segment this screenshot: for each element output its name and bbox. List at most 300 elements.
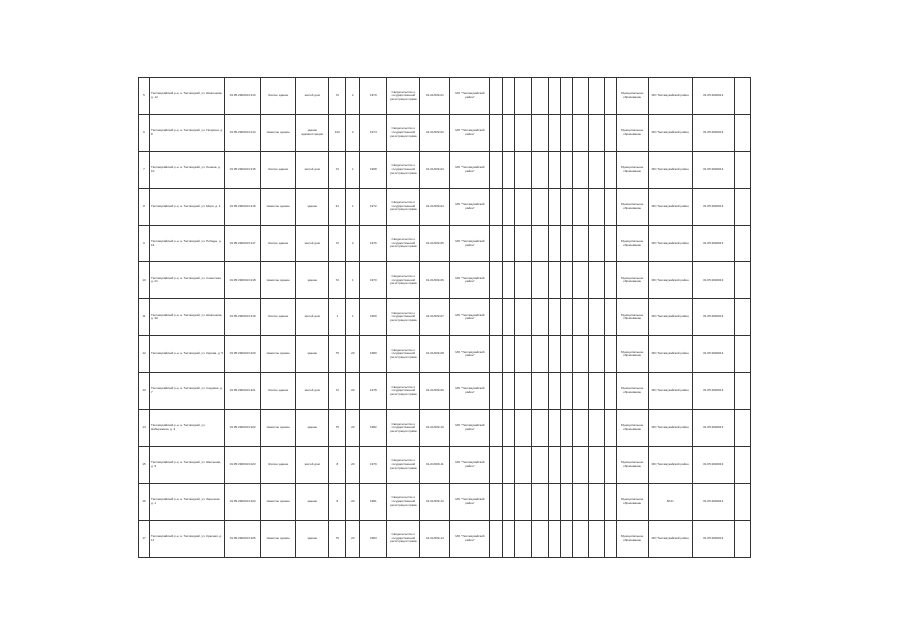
empty-cell: [604, 151, 616, 188]
table-row: [139, 336, 751, 373]
empty-cell: [588, 520, 604, 557]
cell-address: Тахтамукайский р-н, а. Тахтамукай, ул. Шовгенова, д. 12: [150, 78, 225, 115]
cell-cadastral: 01:05:2900013:221: [225, 373, 261, 410]
cell-lessee: МЧС: [648, 483, 692, 520]
cell-name: здание: [296, 188, 329, 225]
empty-cell: [588, 114, 604, 151]
cell-floors: 20: [346, 410, 360, 447]
cell-name: здание: [296, 262, 329, 299]
empty-cell: [604, 446, 616, 483]
table-row: [139, 299, 751, 336]
cell-doc: 01:05:2900013: [692, 225, 734, 262]
cell-area: 8: [329, 483, 346, 520]
cell-reg_no: 01-01/009-09: [420, 373, 450, 410]
cell-year: 1978: [360, 373, 387, 410]
cell-lessor: Муниципальное образование: [616, 262, 648, 299]
empty-cell: [548, 78, 560, 115]
cell-lessee: МО Тахтамукайский район: [648, 114, 692, 151]
cell-floors: 1: [346, 151, 360, 188]
empty-cell: [531, 299, 548, 336]
cell-floors: 20: [346, 336, 360, 373]
empty-cell: [502, 373, 514, 410]
empty-cell: [548, 188, 560, 225]
empty-cell: [531, 446, 548, 483]
empty-cell: [560, 188, 572, 225]
empty-cell: [490, 520, 502, 557]
cell-n: 14: [139, 410, 150, 447]
empty-cell: [531, 262, 548, 299]
table-row: [139, 188, 751, 225]
empty-cell: [734, 225, 750, 262]
cell-floors: 1: [346, 262, 360, 299]
cell-lessee: МО Тахтамукайский район: [648, 151, 692, 188]
cell-address: Тахтамукайский р-н, а. Тахтамукай, ул. Шовгенова, д. 30: [150, 299, 225, 336]
cell-name: здание: [296, 336, 329, 373]
cell-cadastral: 01:05:2900013:223: [225, 446, 261, 483]
cell-year: 1979: [360, 446, 387, 483]
cell-name: здание: [296, 410, 329, 447]
empty-cell: [490, 188, 502, 225]
cell-owner: МО "Тахтамукайский район": [450, 114, 490, 151]
empty-cell: [490, 262, 502, 299]
cell-name: жилой дом: [296, 225, 329, 262]
cell-doc: 01:05:2900013: [692, 446, 734, 483]
empty-cell: [548, 336, 560, 373]
cell-lessee: МО Тахтамукайский район: [648, 520, 692, 557]
table-row: [139, 78, 751, 115]
cell-lessee: МО Тахтамукайский район: [648, 262, 692, 299]
cell-year: 1976: [360, 225, 387, 262]
empty-cell: [734, 188, 750, 225]
cell-lessor: Муниципальное образование: [616, 446, 648, 483]
cell-lessor: Муниципальное образование: [616, 299, 648, 336]
empty-cell: [514, 520, 531, 557]
cell-reg_no: 01-01/009-07: [420, 299, 450, 336]
cell-year: 1969: [360, 299, 387, 336]
empty-cell: [490, 78, 502, 115]
cell-owner: МО "Тахтамукайский район": [450, 410, 490, 447]
cell-cadastral: 01:05:2900013:225: [225, 520, 261, 557]
empty-cell: [572, 151, 588, 188]
empty-cell: [560, 446, 572, 483]
cell-owner: МО "Тахтамукайский район": [450, 262, 490, 299]
cell-cadastral: 01:05:2900013:214: [225, 114, 261, 151]
empty-cell: [514, 483, 531, 520]
empty-cell: [588, 262, 604, 299]
table-row: [139, 373, 751, 410]
cell-address: Тахтамукайский р-н, а. Тахтамукай, ул. Победы, д. 16: [150, 225, 225, 262]
cell-doc: 01:05:2900013: [692, 483, 734, 520]
cell-lessor: Муниципальное образование: [616, 188, 648, 225]
empty-cell: [604, 373, 616, 410]
empty-cell: [572, 483, 588, 520]
empty-cell: [490, 225, 502, 262]
cell-doc: 01:05:2900013: [692, 114, 734, 151]
cell-area: 72: [329, 225, 346, 262]
cell-purpose: Нежилое здание: [261, 483, 296, 520]
cell-owner: МО "Тахтамукайский район": [450, 225, 490, 262]
empty-cell: [734, 336, 750, 373]
cell-owner_basis: Свидетельство о государственной регистрации права: [387, 262, 420, 299]
empty-cell: [572, 373, 588, 410]
cell-cadastral: 01:05:2900013:218: [225, 262, 261, 299]
cell-lessee: МО Тахтамукайский район: [648, 336, 692, 373]
cell-name: жилой дом: [296, 299, 329, 336]
cell-lessee: МО Тахтамукайский район: [648, 410, 692, 447]
cell-name: жилой дом: [296, 373, 329, 410]
empty-cell: [531, 410, 548, 447]
cell-n: 11: [139, 299, 150, 336]
empty-cell: [490, 410, 502, 447]
cell-year: 1972: [360, 188, 387, 225]
empty-cell: [531, 520, 548, 557]
cell-year: 1970: [360, 262, 387, 299]
cell-doc: 01:05:2900013: [692, 336, 734, 373]
table-row: [139, 520, 751, 557]
cell-owner: МО "Тахтамукайский район": [450, 151, 490, 188]
cell-reg_no: 01-01/009-10: [420, 410, 450, 447]
empty-cell: [514, 225, 531, 262]
cell-year: 1982: [360, 410, 387, 447]
cell-reg_no: 01-01/009-12: [420, 483, 450, 520]
cell-reg_no: 01-01/009-08: [420, 336, 450, 373]
empty-cell: [560, 520, 572, 557]
empty-cell: [604, 188, 616, 225]
cell-address: Тахтамукайский р-н, а. Тахтамукай, ул. Советская, д. 21: [150, 262, 225, 299]
cell-lessee: МО Тахтамукайский район: [648, 225, 692, 262]
empty-cell: [560, 373, 572, 410]
empty-cell: [502, 188, 514, 225]
empty-cell: [490, 151, 502, 188]
cell-lessor: Муниципальное образование: [616, 151, 648, 188]
registry-body: [139, 78, 751, 558]
cell-reg_no: 01-01/009-06: [420, 262, 450, 299]
cell-owner: МО "Тахтамукайский район": [450, 373, 490, 410]
cell-address: Тахтамукайский р-н, а. Тахтамукай, ул. Заречная, д. 1: [150, 483, 225, 520]
cell-owner_basis: Свидетельство о государственной регистрации права: [387, 188, 420, 225]
cell-address: Тахтамукайский р-н, а. Тахтамукай, ул. Садовая, д. 7: [150, 373, 225, 410]
empty-cell: [588, 410, 604, 447]
cell-owner_basis: Свидетельство о государственной регистрации права: [387, 446, 420, 483]
empty-cell: [514, 262, 531, 299]
cell-cadastral: 01:05:2900013:220: [225, 336, 261, 373]
cell-n: 7: [139, 151, 150, 188]
cell-doc: 01:05:2900013: [692, 299, 734, 336]
cell-name: жилой дом: [296, 78, 329, 115]
empty-cell: [604, 225, 616, 262]
cell-n: 9: [139, 225, 150, 262]
cell-owner: МО "Тахтамукайский район": [450, 78, 490, 115]
cell-owner: МО "Тахтамукайский район": [450, 299, 490, 336]
empty-cell: [734, 78, 750, 115]
cell-owner_basis: Свидетельство о государственной регистрации права: [387, 114, 420, 151]
cell-owner_basis: Свидетельство о государственной регистрации права: [387, 373, 420, 410]
empty-cell: [604, 114, 616, 151]
cell-area: 31: [329, 188, 346, 225]
cell-lessee: МО Тахтамукайский район: [648, 446, 692, 483]
empty-cell: [514, 151, 531, 188]
cell-purpose: Жилое здание: [261, 225, 296, 262]
cell-name: здание администрации: [296, 114, 329, 151]
cell-owner_basis: Свидетельство о государственной регистрации права: [387, 483, 420, 520]
property-registry-table: [138, 77, 751, 558]
empty-cell: [572, 520, 588, 557]
empty-cell: [734, 114, 750, 151]
empty-cell: [734, 520, 750, 557]
empty-cell: [502, 151, 514, 188]
cell-purpose: Нежилое здание: [261, 520, 296, 557]
cell-lessee: МО Тахтамукайский район: [648, 373, 692, 410]
cell-area: 72: [329, 151, 346, 188]
cell-floors: 1: [346, 188, 360, 225]
table-row: [139, 151, 751, 188]
empty-cell: [588, 483, 604, 520]
empty-cell: [531, 225, 548, 262]
empty-cell: [531, 78, 548, 115]
empty-cell: [531, 336, 548, 373]
empty-cell: [490, 336, 502, 373]
empty-cell: [588, 151, 604, 188]
empty-cell: [548, 483, 560, 520]
cell-area: 75: [329, 336, 346, 373]
cell-address: Тахтамукайский р-н, а. Тахтамукай, ул. Красная, д. 11: [150, 520, 225, 557]
cell-n: 10: [139, 262, 150, 299]
empty-cell: [734, 446, 750, 483]
empty-cell: [548, 373, 560, 410]
cell-n: 5: [139, 78, 150, 115]
cell-cadastral: 01:05:2900013:217: [225, 225, 261, 262]
cell-purpose: Нежилое здание: [261, 114, 296, 151]
empty-cell: [502, 483, 514, 520]
cell-owner_basis: Свидетельство о государственной регистрации права: [387, 225, 420, 262]
cell-n: 17: [139, 520, 150, 557]
table-row: [139, 410, 751, 447]
empty-cell: [502, 446, 514, 483]
cell-doc: 01:05:2900013: [692, 262, 734, 299]
table-row: [139, 446, 751, 483]
empty-cell: [588, 225, 604, 262]
cell-lessee: МО Тахтамукайский район: [648, 188, 692, 225]
empty-cell: [514, 410, 531, 447]
cell-cadastral: 01:05:2900013:222: [225, 410, 261, 447]
cell-lessor: Муниципальное образование: [616, 225, 648, 262]
empty-cell: [588, 78, 604, 115]
empty-cell: [502, 262, 514, 299]
cell-name: жилой дом: [296, 151, 329, 188]
empty-cell: [604, 410, 616, 447]
empty-cell: [572, 114, 588, 151]
cell-doc: 01:05:2900013: [692, 373, 734, 410]
empty-cell: [502, 299, 514, 336]
empty-cell: [560, 78, 572, 115]
cell-owner_basis: Свидетельство о государственной регистрации права: [387, 151, 420, 188]
cell-lessor: Муниципальное образование: [616, 78, 648, 115]
cell-floors: 20: [346, 446, 360, 483]
cell-lessor: Муниципальное образование: [616, 410, 648, 447]
empty-cell: [734, 262, 750, 299]
cell-floors: 1: [346, 299, 360, 336]
cell-doc: 01:05:2900013: [692, 410, 734, 447]
empty-cell: [572, 188, 588, 225]
empty-cell: [531, 151, 548, 188]
empty-cell: [502, 410, 514, 447]
cell-n: 8: [139, 188, 150, 225]
empty-cell: [531, 373, 548, 410]
cell-purpose: Жилое здание: [261, 78, 296, 115]
empty-cell: [560, 410, 572, 447]
cell-purpose: Жилое здание: [261, 446, 296, 483]
empty-cell: [572, 225, 588, 262]
empty-cell: [734, 299, 750, 336]
cell-reg_no: 01-01/009-04: [420, 188, 450, 225]
cell-address: Тахтамукайский р-н, а. Тахтамукай, ул. Мира, д. 4: [150, 188, 225, 225]
table-row: [139, 262, 751, 299]
cell-name: здание: [296, 520, 329, 557]
empty-cell: [734, 151, 750, 188]
table-row: [139, 114, 751, 151]
cell-reg_no: 01-01/009-02: [420, 114, 450, 151]
empty-cell: [604, 336, 616, 373]
empty-cell: [560, 336, 572, 373]
cell-reg_no: 01-01/009-03: [420, 151, 450, 188]
cell-owner: МО "Тахтамукайский район": [450, 188, 490, 225]
empty-cell: [490, 299, 502, 336]
cell-floors: 2: [346, 114, 360, 151]
cell-owner_basis: Свидетельство о государственной регистрации права: [387, 336, 420, 373]
cell-area: 72: [329, 78, 346, 115]
cell-reg_no: 01-01/009-13: [420, 520, 450, 557]
empty-cell: [514, 114, 531, 151]
cell-owner: МО "Тахтамукайский район": [450, 520, 490, 557]
cell-reg_no: 01-01/009-11: [420, 446, 450, 483]
empty-cell: [514, 336, 531, 373]
empty-cell: [588, 299, 604, 336]
empty-cell: [560, 483, 572, 520]
empty-cell: [572, 299, 588, 336]
cell-owner_basis: Свидетельство о государственной регистрации права: [387, 410, 420, 447]
table-row: [139, 225, 751, 262]
cell-address: Тахтамукайский р-н, а. Тахтамукай, ул. Кирова, д. 5: [150, 336, 225, 373]
empty-cell: [514, 446, 531, 483]
cell-area: 120: [329, 114, 346, 151]
cell-year: 1968: [360, 151, 387, 188]
empty-cell: [514, 78, 531, 115]
empty-cell: [502, 520, 514, 557]
cell-area: 8: [329, 446, 346, 483]
cell-floors: 2: [346, 225, 360, 262]
empty-cell: [572, 262, 588, 299]
empty-cell: [548, 262, 560, 299]
empty-cell: [548, 446, 560, 483]
cell-lessor: Муниципальное образование: [616, 114, 648, 151]
empty-cell: [502, 225, 514, 262]
cell-owner_basis: Свидетельство о государственной регистрации права: [387, 78, 420, 115]
cell-address: Тахтамукайский р-н, а. Тахтамукай, ул. Школьная, д. 9: [150, 446, 225, 483]
cell-doc: 01:05:2900013: [692, 151, 734, 188]
empty-cell: [588, 336, 604, 373]
cell-owner: МО "Тахтамукайский район": [450, 483, 490, 520]
empty-cell: [734, 410, 750, 447]
empty-cell: [588, 188, 604, 225]
empty-cell: [548, 299, 560, 336]
cell-cadastral: 01:05:2900013:224: [225, 483, 261, 520]
empty-cell: [560, 262, 572, 299]
cell-year: 1983: [360, 520, 387, 557]
empty-cell: [514, 373, 531, 410]
empty-cell: [572, 78, 588, 115]
empty-cell: [588, 446, 604, 483]
cell-name: здание: [296, 483, 329, 520]
cell-owner_basis: Свидетельство о государственной регистрации права: [387, 299, 420, 336]
cell-area: 75: [329, 410, 346, 447]
cell-cadastral: 01:05:2900013:219: [225, 299, 261, 336]
cell-purpose: Нежилое здание: [261, 188, 296, 225]
empty-cell: [572, 410, 588, 447]
cell-floors: 20: [346, 520, 360, 557]
cell-reg_no: 01-01/009-01: [420, 78, 450, 115]
cell-owner_basis: Свидетельство о государственной регистрации права: [387, 520, 420, 557]
empty-cell: [572, 336, 588, 373]
cell-cadastral: 01:05:2900013:215: [225, 151, 261, 188]
cell-address: Тахтамукайский р-н, а. Тахтамукай, ул. Ленина, д. 10: [150, 151, 225, 188]
cell-reg_no: 01-01/009-05: [420, 225, 450, 262]
empty-cell: [531, 483, 548, 520]
cell-purpose: Нежилое здание: [261, 410, 296, 447]
cell-doc: 01:05:2900013: [692, 520, 734, 557]
empty-cell: [548, 114, 560, 151]
cell-lessor: Муниципальное образование: [616, 336, 648, 373]
empty-cell: [560, 225, 572, 262]
cell-lessee: МО Тахтамукайский район: [648, 299, 692, 336]
cell-purpose: Нежилое здание: [261, 336, 296, 373]
cell-cadastral: 01:05:2900013:216: [225, 188, 261, 225]
cell-address: Тахтамукайский р-н, а. Тахтамукай, ул. Набережная, д. 3: [150, 410, 225, 447]
empty-cell: [560, 151, 572, 188]
cell-owner: МО "Тахтамукайский район": [450, 446, 490, 483]
cell-lessor: Муниципальное образование: [616, 520, 648, 557]
table-row: [139, 483, 751, 520]
cell-n: 6: [139, 114, 150, 151]
empty-cell: [604, 299, 616, 336]
empty-cell: [548, 410, 560, 447]
empty-cell: [604, 78, 616, 115]
empty-cell: [548, 151, 560, 188]
cell-area: 72: [329, 262, 346, 299]
cell-cadastral: 01:05:2900013:213: [225, 78, 261, 115]
empty-cell: [734, 483, 750, 520]
cell-n: 16: [139, 483, 150, 520]
empty-cell: [734, 373, 750, 410]
cell-floors: 20: [346, 373, 360, 410]
empty-cell: [502, 114, 514, 151]
empty-cell: [531, 188, 548, 225]
empty-cell: [560, 299, 572, 336]
cell-n: 12: [139, 336, 150, 373]
empty-cell: [490, 373, 502, 410]
cell-name: жилой дом: [296, 446, 329, 483]
empty-cell: [531, 114, 548, 151]
cell-address: Тахтамукайский р-н, а. Тахтамукай, ул. Гагарина, д. 8: [150, 114, 225, 151]
empty-cell: [490, 114, 502, 151]
empty-cell: [548, 225, 560, 262]
cell-area: 1: [329, 299, 346, 336]
empty-cell: [514, 299, 531, 336]
cell-purpose: Нежилое здание: [261, 262, 296, 299]
cell-lessor: Муниципальное образование: [616, 483, 648, 520]
cell-n: 13: [139, 373, 150, 410]
empty-cell: [560, 114, 572, 151]
empty-cell: [514, 188, 531, 225]
